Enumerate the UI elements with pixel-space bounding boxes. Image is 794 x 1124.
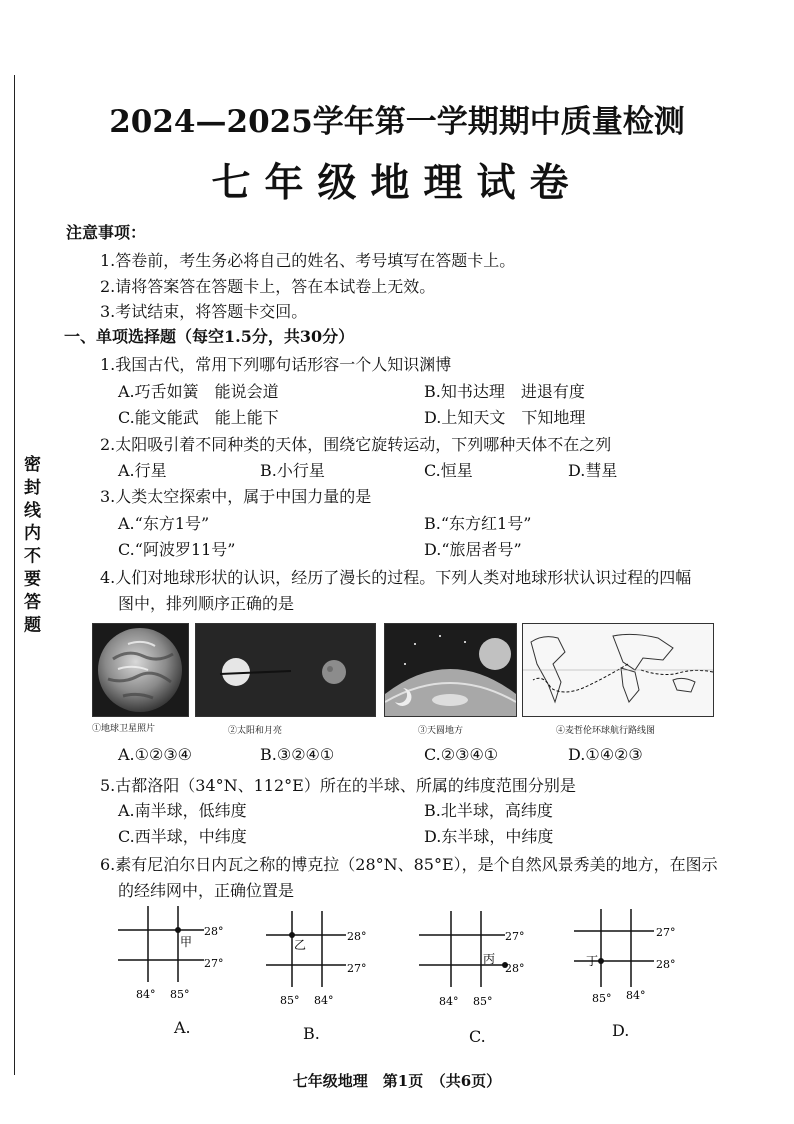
option-b: B.“东方红1号” [424,514,532,533]
question-stem: 3.人类太空探索中，属于中国力量的是 [100,487,372,506]
figure-caption: ③天圆地方 [418,726,464,736]
section-heading: 一、单项选择题（每空1.5分，共30分） [64,327,355,346]
option-b: B.北半球，高纬度 [424,801,553,820]
lon-label: 84° [439,995,459,1008]
option-d: D.①④②③ [568,745,643,764]
lat-label: 27° [656,926,676,939]
note-item: 2.请将答案答在答题卡上，答在本试卷上无效。 [100,277,436,296]
option-d: D.“旅居者号” [424,540,522,559]
question-stem: 2.太阳吸引着不同种类的天体，围绕它旋转运动，下列哪种天体不在之列 [100,435,612,454]
option-a: A. [174,1018,191,1037]
figure-caption: ①地球卫星照片 [92,724,156,734]
option-a: A.行星 [118,461,167,480]
question-stem: 1.我国古代，常用下列哪句话形容一个人知识渊博 [100,355,452,374]
seal-text: 密 封 线 内 不 要 答 题 [20,455,40,633]
point-label: 乙 [294,938,307,952]
magellan-route-map-image [522,623,714,717]
option-c: C.②③④① [424,745,499,764]
round-sky-square-earth-image [384,623,517,717]
option-c: C.恒星 [424,461,473,480]
note-item: 1.答卷前，考生务必将自己的姓名、考号填写在答题卡上。 [100,251,516,270]
lat-label: 27° [347,962,367,975]
lat-label: 27° [505,930,525,943]
lat-label: 28° [347,930,367,943]
lat-lon-grid-c [415,905,535,1020]
note-item: 3.考试结束，将答题卡交回。 [100,302,308,321]
lat-lon-grid-d [570,905,690,1020]
exam-title: 2024—2025学年第一学期期中质量检测 [109,104,685,140]
lat-lon-grid-a [112,900,232,1015]
option-d: D.东半球，中纬度 [424,827,554,846]
question-stem: 6.素有尼泊尔日内瓦之称的博克拉（28°N、85°E），是个自然风景秀美的地方，在图示 [100,855,718,874]
option-a: A.巧舌如簧 能说会道 [118,382,279,401]
figure-caption: ④麦哲伦环球航行路线图 [556,726,656,736]
lon-label: 85° [170,988,190,1001]
lat-label: 27° [204,957,224,970]
option-b: B.知书达理 进退有度 [424,382,585,401]
lat-label: 28° [204,925,224,938]
notes-heading: 注意事项： [66,223,147,242]
lon-label: 85° [592,992,612,1005]
option-a: A.“东方1号” [118,514,210,533]
lat-lon-grid-b [262,905,382,1020]
option-d: D. [612,1021,630,1040]
earth-satellite-image [92,623,189,717]
option-c: C.能文能武 能上能下 [118,408,279,427]
question-stem-cont: 图中，排列顺序正确的是 [118,594,295,613]
lat-label: 28° [505,962,525,975]
lon-label: 84° [136,988,156,1001]
lon-label: 84° [314,994,334,1007]
option-b: B.③②④① [260,745,335,764]
question-stem: 4.人们对地球形状的认识，经历了漫长的过程。下列人类对地球形状认识过程的四幅 [100,568,692,587]
option-a: A.①②③④ [118,745,193,764]
lon-label: 85° [280,994,300,1007]
sun-moon-image [195,623,376,717]
option-a: A.南半球，低纬度 [118,801,247,820]
option-c: C.“阿波罗11号” [118,540,236,559]
lat-label: 28° [656,958,676,971]
lon-label: 84° [626,989,646,1002]
point-label: 丁 [586,954,599,968]
option-b: B.小行星 [260,461,325,480]
lon-label: 85° [473,995,493,1008]
option-c: C.西半球，中纬度 [118,827,247,846]
option-b: B. [303,1024,320,1043]
point-label: 丙 [483,952,496,966]
point-label: 甲 [180,935,193,949]
option-c: C. [469,1027,486,1046]
page-footer: 七年级地理 第1页 （共6页） [292,1072,502,1090]
question-stem-cont: 的经纬网中，正确位置是 [118,881,295,900]
option-d: D.上知天文 下知地理 [424,408,586,427]
question-stem: 5.古都洛阳（34°N、112°E）所在的半球、所属的纬度范围分别是 [100,776,576,795]
option-d: D.彗星 [568,461,618,480]
seal-line [14,75,15,1075]
figure-caption: ②太阳和月亮 [228,726,283,736]
exam-subtitle: 七年级地理试卷 [211,160,583,206]
